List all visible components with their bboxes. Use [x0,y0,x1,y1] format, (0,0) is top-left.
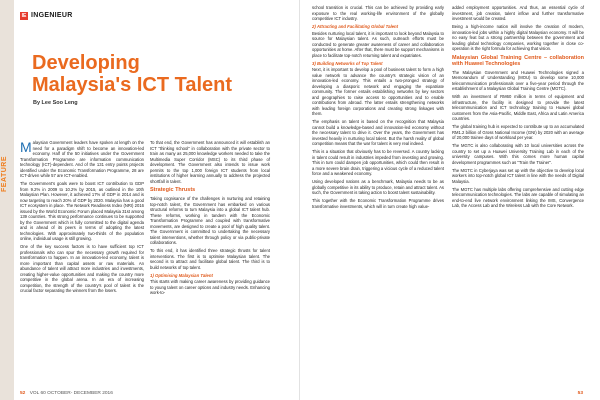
paragraph: The MGTC in Cyberjaya was set up with the objective to develop local workers into top-notch global ICT talent in line with the needs of Digital Malaysia. [452,167,584,184]
page-number: 53 [577,391,583,396]
article-byline: By Lee Soo Leng [33,100,78,106]
subsection-heading: 2) Attracting and Facilitating Global Talent [312,24,399,29]
paragraph: Malaysian Government leaders have spoken at length on the need for a paradigm shift to become an innovation-led economy. Half of the 50 initiatives under the Government Transformation Programme are information communication technology (ICT)-dependent. And of the 131 entry points projects identified under the Economic Transformation Programme, 28 are ICT-driven while 57 are ICT-enabled. [20,139,144,178]
paragraph: The MGTC is also collaborating with 10 local universities across the country to set up a Huawei University Training Lab in each of the university campuses. With this comes more human capital development programmes such as "Train the Trainer". [452,143,584,165]
paragraph: Besides nurturing local talent, it is important to look beyond Malaysia to source for Malaysian talent. As such, outreach efforts must be conducted to generate greater awareness of career and collaboration opportunities at home. After that, there must be support mechanisms in place to facilitate top-notch returning talent and expatriates. [312,30,444,58]
feature-side-tab [0,0,14,400]
subsection-heading: 1) Optimising Malaysian Talent [150,272,213,278]
paragraph: Next, it is important to develop a pool of business talent to form a high value network to advance the country's strategic vision of an innovation-led economy. This entails a two-pronged strategy of developing a diasporic network and engaging the expatriate community. The former entails establishing networks by key sectors and geographies to raise access to opportunities and to enable contributions from abroad. The latter entails strengthening networks with leading foreign corporations and creating strong linkages with them. [312,67,444,116]
section-heading: Strategic Thrusts [150,187,196,193]
footer-left [20,391,113,396]
paragraph: The Malaysian Government and Huawei Technologies signed a Memorandum of Understanding (MOU) to develop some 10,000 telecommunication professionals over a five-year period through the establishment of a Malaysian Global Training Centre (MGTC). [452,69,584,91]
paragraph: The emphasis on talent is based on the recognition that Malaysia cannot build a knowledge-based and innovation-led economy without the necessary talent to drive it. Over the years, the Government has invested heavily in nurturing local talent. But the harsh reality of global competition means that the war for talent is very real indeed. [312,119,444,146]
magazine-name: INGENIEUR [31,12,73,19]
paragraph: The MGTC has multiple labs offering comprehensive and cutting edge telecommunication technologies. The labs are capable of simulating an end-to-end live network environment linking the IMS, Convergence Lab, the Access Lab and the Wireless Lab with the Core Network. [452,186,584,208]
paragraph: Using developed nations as a benchmark, Malaysia needs to be as globally competitive in its ability to produce, retain and attract talent. As such, the Government is taking action to boost talent sustainability. [312,179,444,195]
paragraph: Taking cognisance of the challenges in nurturing and retaining top-notch talent, the Government has embarked on various structural reforms to turn Malaysia into a global ICT talent hub. These reforms, working in tandem with the Economic Transformation Programme and coupled with transformative movements, are designed to create a pool of high quality talent. The Government is committed to undertaking the necessary talent interventions, whether through policy or via public-private collaborations. [150,196,270,245]
footer-right [578,391,586,396]
paragraph: school transition is crucial. This can be achieved by providing early exposure to the real working-life environment of the globally competitive ICT industry. [312,5,444,21]
paragraph: The global training hub is expected to contribute up to an accumulated RM1.2 billion of Gross National Income (GNI) by 2020 with an average of 20,000 trainee days of workload per year. [452,124,584,140]
paragraph: Being a high-income nation will involve the creation of modern, innovation-led jobs within a highly digital Malaysian economy. It will be no easy feat but a strong partnership between the government and leading global technology companies, working together in close co-operation is the right formula for achieving that vision. [452,24,584,51]
article-headline: Developing Malaysia's ICT Talent [32,52,233,96]
paragraph: added employment opportunities. And thus, an essential cycle of investment, job creation, talent inflow and further transformative investment would be created. [452,5,584,21]
page-spine [299,0,300,400]
side-tab-label: FEATURE [1,155,8,192]
subsection-heading: 3) Building Networks of Top Talent [312,60,383,66]
column-1 [20,140,144,296]
paragraph: To that end, the Government has announced it will establish an ICT "thinking school" in collaboration with the private sector to train as many as 25,000 knowledge workers needed to take the Multimedia Super Corridor (MSC) to its third phase of development. The Government also intends to issue work permits to the top 1,000 foreign ICT students from local institutions of higher learning annually to address the projected shortfall in talent. [150,140,270,184]
paragraph: To this end, it has identified three strategic thrusts for talent interventions. The first is to optimise Malaysian talent. The second is to attract and facilitate global talent. The third is to build networks of top talent. [150,248,270,270]
paragraph: This is a situation that obviously has to be reversed. A country lacking in talent could result in industries impeded from investing and growing. This in turn could dampen job opportunities, which could then result in a more severe brain drain, triggering a vicious cycle of a reduced talent force and a weakened economy. [312,149,444,176]
paragraph: This starts with making career awareness by providing guidance to young talent on career options and industry needs. Enhancing work-to- [150,279,270,295]
magazine-tag [20,11,73,20]
paragraph: With an investment of RM60 million in terms of equipment and infrastructure, the facility is designed to provide the latest telecommunication and ICT technology training to Huawei global customers from the Asia-Pacific, Middle East, Africa and Latin America countries. [452,94,584,121]
section-heading: Malaysian Global Training Centre – collaboration with Huawei Technologies [452,54,584,67]
paragraph: This together with the Economic Transformation Programme drives transformative investments, which will in turn create high value- [312,198,444,209]
drop-cap: M [20,139,32,155]
column-2 [150,140,270,298]
column-4 [452,5,584,211]
issue-label: VOL 60 OCTOBER- DECEMBER 2016 [29,391,113,396]
page-number: 52 [20,391,26,396]
paragraph: The Government's goals were to boost ICT contribution to GDP from 9.2% in 2009 to 10.2% by 2015, as outlined in the 10th Malaysian Plan. However, it achieved 17% of GDP in 2014 and is now targeting to reach 20% of GDP by 2020. Malaysia has a good ICT ecosystem in place. The Network Readiness Index (NRI) 2016 issued by the World Economic Forum placed Malaysia 31st among 139 countries. This strong performance continues to be supported by the Government which is fully committed to the digital agenda and is ahead of its peers in terms of adopting the latest technologies. With approximately two-thirds of the population online, individual usage is still growing. [20,181,144,241]
column-3 [312,5,444,212]
magazine-logo-icon: IE [21,12,27,19]
paragraph: One of the key success factors is to have sufficient top ICT professionals who can spur the necessary growth required for transformation to happen. In an innovation-led economy, talent is more important than capital assets or raw materials. An abundance of talent will attract more industries and investments, creating higher-value opportunities and making the country more competitive in the global arena. In an era of increasing competition, the strength of the country's pool of talent is the crucial factor separating the winners from the losers. [20,244,144,293]
